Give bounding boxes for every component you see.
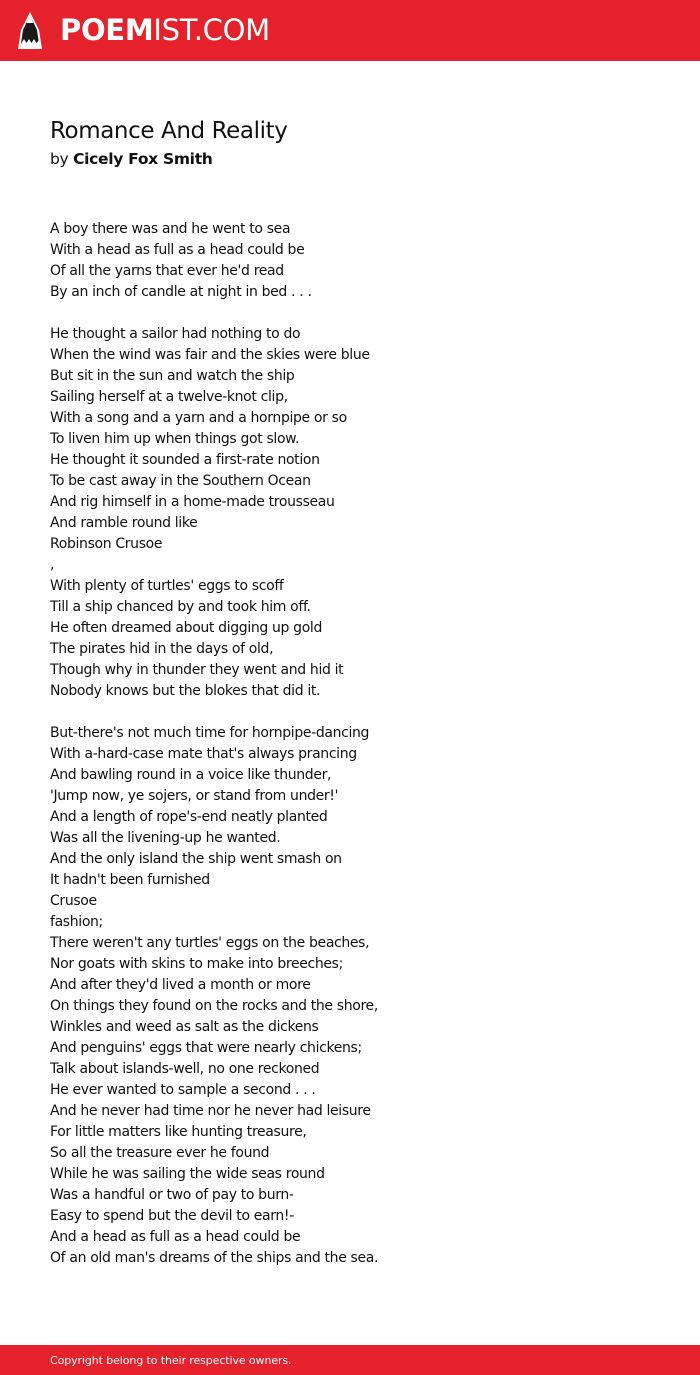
poem-line: Talk about islands-well, no one reckoned (50, 1061, 320, 1077)
poem-line: And he never had time nor he never had leisure (50, 1103, 371, 1119)
poem-line: He ever wanted to sample a second . . . (50, 1082, 316, 1098)
poem-content (50, 116, 650, 1269)
poem-line: Was all the livening-up he wanted. (50, 830, 281, 846)
poem-line: Easy to spend but the devil to earn!- (50, 1208, 294, 1224)
poem-line: With plenty of turtles' eggs to scoff (50, 578, 284, 594)
brand-light: IST.COM (153, 13, 270, 47)
poem-line: And ramble round like (50, 515, 198, 531)
poem-line: Till a ship chanced by and took him off. (50, 599, 311, 615)
poem-line: Nor goats with skins to make into breeches; (50, 956, 343, 972)
poem-line: 'Jump now, ye sojers, or stand from under!' (50, 788, 339, 804)
poem-line: By an inch of candle at night in bed . . . (50, 284, 312, 300)
poem-line: Winkles and weed as salt as the dickens (50, 1019, 319, 1035)
poem-line: So all the treasure ever he found (50, 1145, 270, 1161)
byline (50, 148, 650, 170)
pen-nib-icon[interactable] (17, 11, 43, 51)
poem-line: A boy there was and he went to sea (50, 221, 291, 237)
poem-line: With a head as full as a head could be (50, 242, 305, 258)
poem-title: Romance And Reality (50, 118, 288, 144)
poem-line: And the only island the ship went smash on (50, 851, 342, 867)
poem-line: Of all the yarns that ever he'd read (50, 263, 284, 279)
poem-line: Sailing herself at a twelve-knot clip, (50, 389, 288, 405)
poem-line: It hadn't been furnished (50, 872, 210, 888)
author-name: Cicely Fox Smith (73, 150, 213, 168)
by-label: by (50, 150, 69, 168)
poem-line: Was a handful or two of pay to burn- (50, 1187, 294, 1203)
poem-line: With a song and a yarn and a hornpipe or so (50, 410, 347, 426)
poem-line: fashion; (50, 914, 103, 930)
poem-line: To be cast away in the Southern Ocean (50, 473, 311, 489)
poem-line: And penguins' eggs that were nearly chickens; (50, 1040, 362, 1056)
poem-line: Robinson Crusoe (50, 536, 163, 552)
poem-line: And rig himself in a home-made trousseau (50, 494, 335, 510)
poem-line: He thought a sailor had nothing to do (50, 326, 301, 342)
poem-line: While he was sailing the wide seas round (50, 1166, 325, 1182)
poem-line: And bawling round in a voice like thunder, (50, 767, 332, 783)
poem-line: Crusoe (50, 893, 97, 909)
poem-stanza (50, 324, 650, 702)
poem-line: And a head as full as a head could be (50, 1229, 301, 1245)
poem-line: There weren't any turtles' eggs on the beaches, (50, 935, 370, 951)
poem-line: He thought it sounded a first-rate notion (50, 452, 320, 468)
poem-line: And a length of rope's-end neatly planted (50, 809, 328, 825)
poem-stanza (50, 723, 650, 1269)
poem-line: To liven him up when things got slow. (50, 431, 300, 447)
poem-line: But sit in the sun and watch the ship (50, 368, 295, 384)
site-footer (0, 1345, 700, 1375)
poem-line: Of an old man's dreams of the ships and the sea. (50, 1250, 379, 1266)
poem-line: And after they'd lived a month or more (50, 977, 311, 993)
poem-line: With a-hard-case mate that's always prancing (50, 746, 357, 762)
poem-line: Nobody knows but the blokes that did it. (50, 683, 321, 699)
poem-body (50, 219, 650, 1269)
poem-line: , (50, 557, 55, 573)
poem-stanza (50, 219, 650, 303)
poem-line: The pirates hid in the days of old, (50, 641, 274, 657)
poem-line: When the wind was fair and the skies were blue (50, 347, 370, 363)
poem-line: Though why in thunder they went and hid it (50, 662, 344, 678)
brand-bold: POEM (60, 13, 154, 47)
poem-line: For little matters like hunting treasure, (50, 1124, 307, 1140)
poem-line: On things they found on the rocks and the shore, (50, 998, 378, 1014)
poem-line: He often dreamed about digging up gold (50, 620, 323, 636)
site-logo[interactable] (60, 13, 270, 47)
poem-line: But-there's not much time for hornpipe-dancing (50, 725, 370, 741)
copyright-text: Copyright belong to their respective owners. (50, 1353, 292, 1367)
site-header (0, 0, 700, 61)
